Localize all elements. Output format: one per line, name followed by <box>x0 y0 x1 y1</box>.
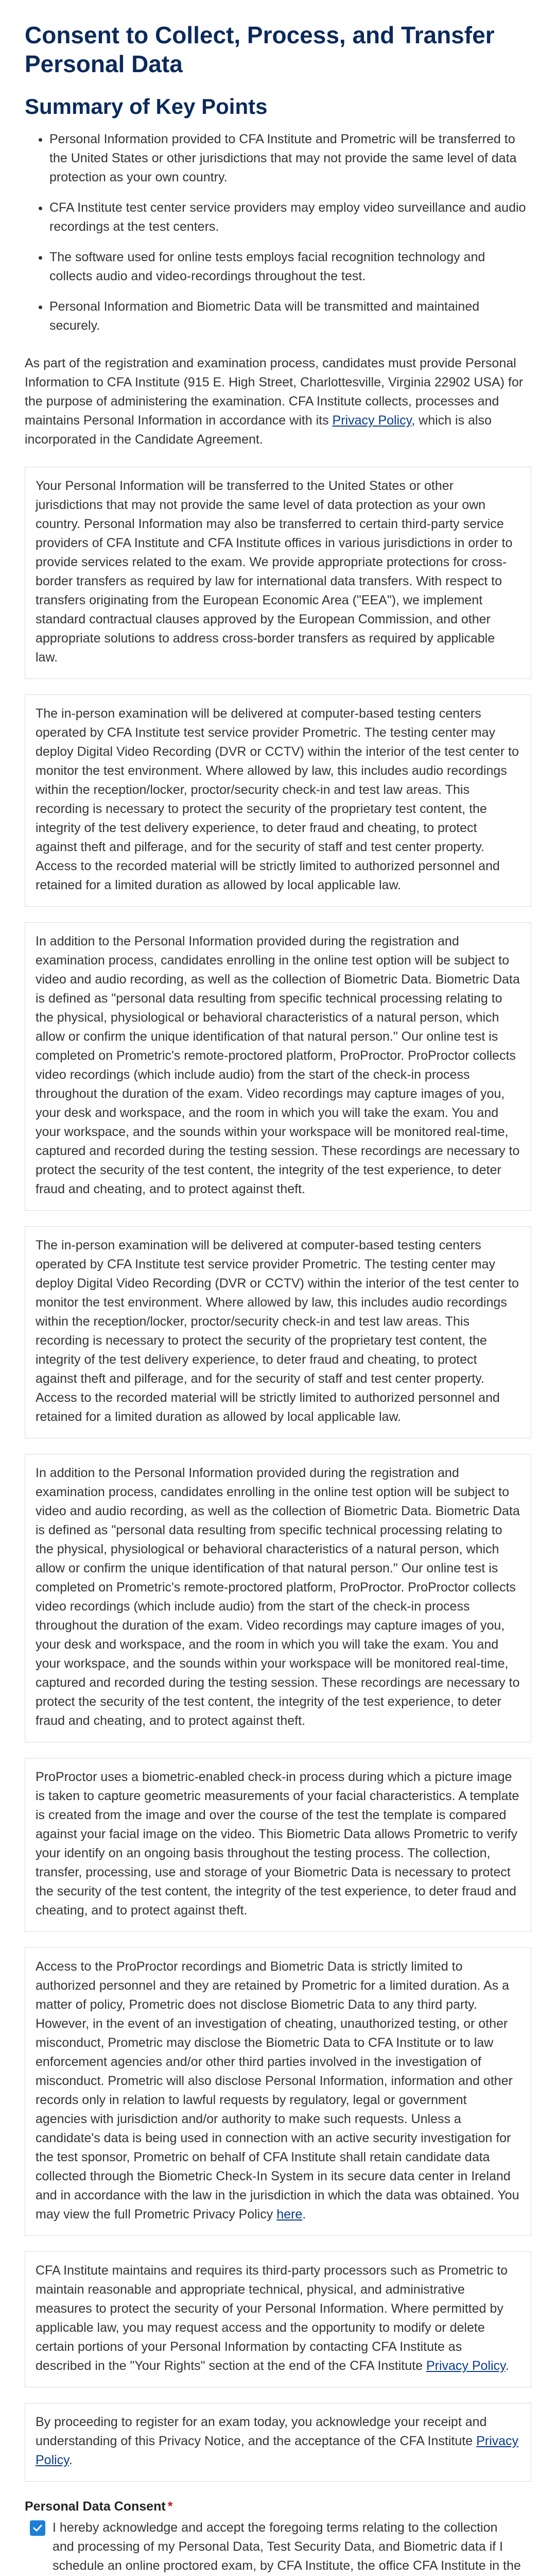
key-point-item: • Personal Information provided to CFA Institute and Prometric will be transferred to the United States or other jurisdictions that may not provide the same level of data protection as your own country. <box>49 130 531 187</box>
key-points-list <box>25 130 531 335</box>
acknowledgement-box <box>25 2403 531 2482</box>
summary-heading: Summary of Key Points <box>25 94 268 118</box>
key-point-item: • Personal Information and Biometric Data will be transmitted and maintained securely. <box>49 297 531 335</box>
checkmark-icon <box>32 2522 43 2534</box>
consent-text: I hereby acknowledge and accept the foregoing terms relating to the collection and processing of my Personal Data, Test Security Data, and Biometric data if I schedule an online proctored exam, by CFA Institute, the office CFA Institute in the <box>53 2520 521 2573</box>
online-test-biometric-box: In addition to the Personal Information provided during the registration and examination process, candidates enrolling in the online test option will be subject to video and audio recording, as well as the collection of Biometric Data. Biometric Data is defined as "personal data resulting from specific technical processing relating to the physical, physiological or behavioral characteristics of a natural person, which allow or confirm the unique identification of that natural person." Our online test is completed on Prometric's remote-proctored platform, ProProctor. ProProctor collects video recordings (which include audio) from the start of the check-in process throughout the duration of the exam. Video recordings may capture images of you, your desk and workspace, and the room in which you will take the exam. You and your workspace, and the sounds within your workspace will be monitored real-time, captured and recorded during the testing session. These recordings are necessary to protect the security of the test content, the integrity of the test experience, to deter fraud and cheating, and to protect against theft. <box>25 922 531 1211</box>
access-text: Access to the ProProctor recordings and Biometric Data is strictly limited to authorized personnel and they are retained by Prometric for a limited duration. As a matter of policy, Prometric does not disclose Biometric Data to any third party. However, in the event of an investigation of cheating, unauthorized testing, or other misconduct, Prometric may disclose the Biometric Data to CFA Institute or to law enforcement agencies and/or other third parties involved in the investigation of misconduct. Prometric will also disclose Personal Information, information and other records only in relation to lawful requests by regulatory, legal or government agencies with jurisdiction and/or authority to make such requests. Unless a candidate's data is being used in connection with an active security investigation for the test sponsor, Prometric on behalf of CFA Institute shall retain candidate data collected through the Biometric Check-In System in its secure data center in Ireland and in accordance with the law in the jurisdiction in which the data was obtained. You may view the full Prometric Privacy Policy <box>36 1959 519 2222</box>
consent-checkbox[interactable] <box>30 2520 45 2536</box>
rights-text-end: . <box>505 2359 509 2373</box>
test-center-recording-box: The in-person examination will be delivered at computer-based testing centers operated by CFA Institute test service provider Prometric. The testing center may deploy Digital Video Recording (DVR or CCTV) within the interior of the test center to monitor the test environment. Where allowed by law, this includes audio recordings within the reception/locker, proctor/security check-in and test law areas. This recording is necessary to protect the security of the proprietary test content, the integrity of the test delivery experience, to deter fraud and cheating, to protect against theft and pilferage, and for the security of staff and test center property. Access to the recorded material will be strictly limited to authorized personnel and retained for a limited duration as allowed by local applicable law. <box>25 694 531 907</box>
access-recordings-paragraph <box>25 1947 531 2236</box>
consent-checkbox-row[interactable] <box>25 2518 531 2576</box>
acknowledge-text: By proceeding to register for an exam today, you acknowledge your receipt and understanding of this Privacy Notice, and the acceptance of the CFA Institute <box>36 2415 487 2448</box>
privacy-policy-link-acknowledge[interactable]: Privacy Policy <box>36 2434 519 2467</box>
privacy-policy-link-rights[interactable]: Privacy Policy <box>426 2359 506 2373</box>
privacy-policy-link[interactable]: Privacy Policy <box>332 413 412 428</box>
data-transfer-box: Your Personal Information will be transferred to the United States or other jurisdictions that may not provide the same level of data protection as your own country. Personal Information may also be transferred to certain third-party service providers of CFA Institute and CFA Institute offices in various jurisdictions in order to provide services related to the exam. We provide appropriate protections for cross-border transfers as required by law for international data transfers. With respect to transfers originating from the European Economic Area ("EEA"), we implement standard contractual clauses approved by the European Commission, and other appropriate solutions to address cross-border transfers as required by applicable law. <box>25 467 531 679</box>
rights-text: CFA Institute maintains and requires its third-party processors such as Prometric to maintain reasonable and appropriate technical, physical, and administrative measures to protect the security of your Personal Information. Where permitted by applicable law, you may request access and the opportunity to modify or delete certain portions of your Personal Information by contacting CFA Institute as described in the "Your Rights" section at the end of the CFA Institute <box>36 2263 508 2373</box>
consent-content <box>25 21 531 2576</box>
security-rights-paragraph <box>25 2251 531 2387</box>
required-asterisk: * <box>167 2499 173 2514</box>
consent-label <box>25 2499 531 2514</box>
biometric-checkin-paragraph: ProProctor uses a biometric-enabled check-in process during which a picture image is taken to capture geometric measurements of your facial characteristics. A template is created from the image and over the course of the test the template is compared against your facial image on the video. This Biometric Data allows Prometric to verify your identify on an ongoing basis throughout the testing process. The collection, transfer, processing, use and storage of your Biometric Data is necessary to protect the security of the test content, the integrity of the test experience, to deter fraud and cheating, and to protect against theft. <box>25 1758 531 1932</box>
intro-text-end: , which is also incorporated in the Candidate Agreement. <box>25 413 492 447</box>
acknowledge-text-end: . <box>68 2453 73 2467</box>
consent-label-text: Personal Data Consent <box>25 2499 166 2514</box>
access-text-end: . <box>302 2207 306 2222</box>
page-title: Consent to Collect, Process, and Transfer Personal Data <box>25 22 495 77</box>
test-center-recording-box-repeat: The in-person examination will be delivered at computer-based testing centers operated by CFA Institute test service provider Prometric. The testing center may deploy Digital Video Recording (DVR or CCTV) within the interior of the test center to monitor the test environment. Where allowed by law, this includes audio recordings within the reception/locker, proctor/security check-in and test law areas. This recording is necessary to protect the security of the proprietary test content, the integrity of the test delivery experience, to deter fraud and cheating, to protect against theft and pilferage, and for the security of staff and test center property. Access to the recorded material will be strictly limited to authorized personnel and retained for a limited duration as allowed by local applicable law. <box>25 1226 531 1438</box>
online-test-biometric-box-repeat: In addition to the Personal Information provided during the registration and examination process, candidates enrolling in the online test option will be subject to video and audio recording, as well as the collection of Biometric Data. Biometric Data is defined as "personal data resulting from specific technical processing relating to the physical, physiological or behavioral characteristics of a natural person, which allow or confirm the unique identification of that natural person." Our online test is completed on Prometric's remote-proctored platform, ProProctor. ProProctor collects video recordings (which include audio) from the start of the check-in process throughout the duration of the exam. Video recordings may capture images of you, your desk and workspace, and the room in which you will take the exam. You and your workspace, and the sounds within your workspace will be monitored real-time, captured and recorded during the testing session. These recordings are necessary to protect the security of the test content, the integrity of the test experience, to deter fraud and cheating, and to protect against theft. <box>25 1454 531 1742</box>
intro-paragraph <box>25 354 531 449</box>
key-point-item: • CFA Institute test center service providers may employ video surveillance and audio recordings at the test centers. <box>49 198 531 236</box>
key-point-item: • The software used for online tests employs facial recognition technology and collects audio and video-recordings throughout the test. <box>49 248 531 286</box>
prometric-privacy-link[interactable]: here <box>276 2207 303 2222</box>
intro-text: As part of the registration and examination process, candidates must provide Personal Information to CFA Institute (915 E. High Street, Charlottesville, Virginia 22902 USA) for the purpose of administering the examination. CFA Institute collects, processes and maintains Personal Information in accordance with its <box>25 356 524 428</box>
